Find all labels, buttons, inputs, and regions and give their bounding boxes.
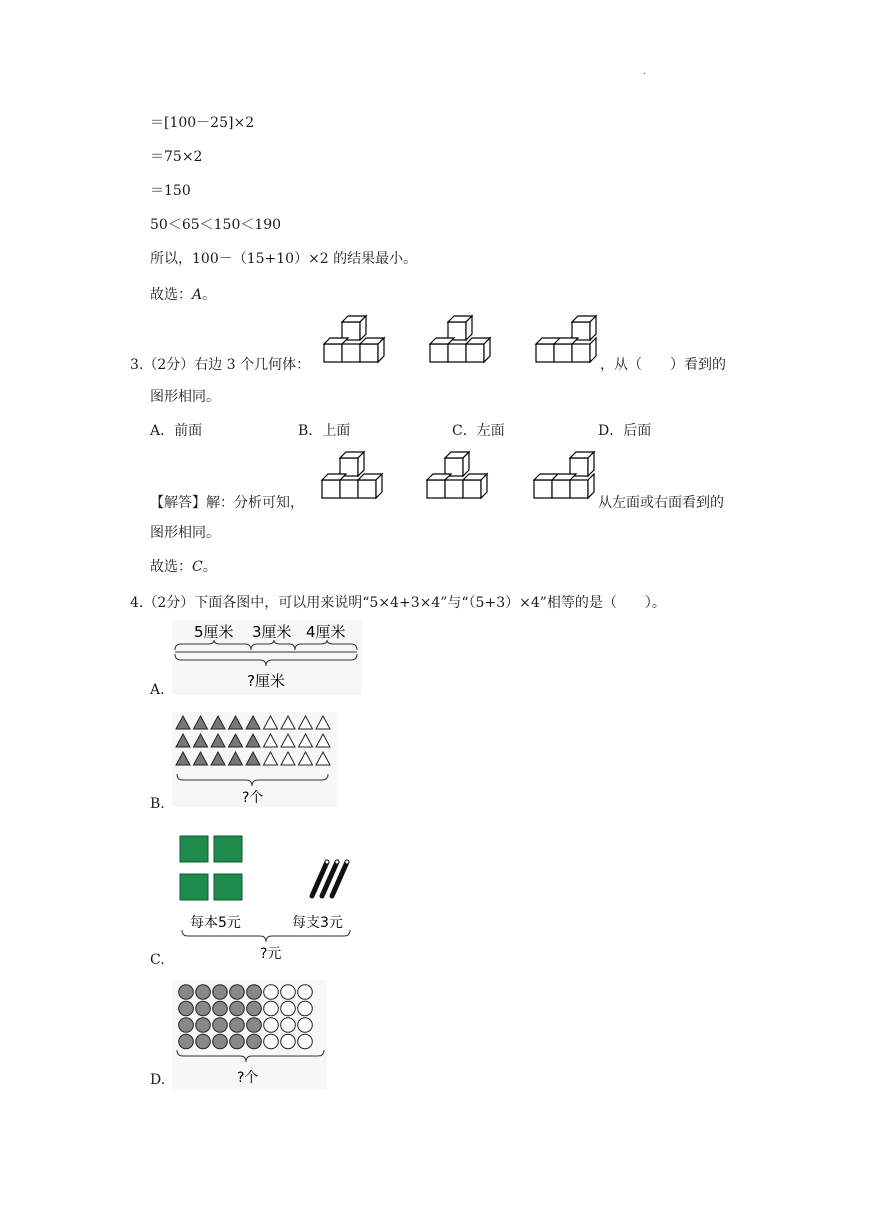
solution-line-4: 50＜65＜150＜190 xyxy=(150,217,282,233)
empty-circle xyxy=(281,1034,296,1049)
filled-circle xyxy=(213,1001,228,1016)
q4-option-d-figure xyxy=(172,980,327,1090)
answer-prefix: 故选： xyxy=(150,287,192,303)
filled-circle xyxy=(179,985,194,1000)
filled-circle xyxy=(247,1018,262,1033)
solution-cube-figure-2 xyxy=(425,450,495,504)
q3-stem-suffix: ，从（ ）看到的 xyxy=(600,357,726,373)
book-icon xyxy=(180,874,208,900)
q3-solution-suffix: 从左面或右面看到的 xyxy=(598,495,724,511)
filled-circle xyxy=(230,1034,245,1049)
total-label: ?个 xyxy=(242,790,264,806)
corner-mark: . xyxy=(643,66,647,77)
filled-circle xyxy=(247,985,262,1000)
filled-circle xyxy=(196,1034,211,1049)
book-price-label: 每本5元 xyxy=(190,915,241,931)
pen-price-label: 每支3元 xyxy=(292,915,343,931)
total-label: ?厘米 xyxy=(247,672,285,690)
filled-circle xyxy=(213,1034,228,1049)
empty-circle xyxy=(264,1001,279,1016)
empty-circle xyxy=(298,1018,313,1033)
solution-cube-figure-3 xyxy=(532,450,602,504)
solution-line-5: 所以，100－（15+10）×2 的结果最小。 xyxy=(150,251,418,267)
q3-stem-prefix: 3.（2分）右边 3 个几何体： xyxy=(130,357,311,373)
book-icon xyxy=(214,874,242,900)
filled-circle xyxy=(247,1001,262,1016)
empty-circle xyxy=(264,985,279,1000)
brace-bottom xyxy=(182,930,350,942)
q4-option-c-label: C. xyxy=(150,952,165,968)
filled-circle xyxy=(196,1018,211,1033)
pens-group xyxy=(312,862,347,896)
filled-circle xyxy=(230,985,245,1000)
answer-end: 。 xyxy=(202,287,217,303)
filled-circle xyxy=(179,1001,194,1016)
filled-circle xyxy=(230,1018,245,1033)
cube-figure-3 xyxy=(534,314,604,368)
total-label: ?元 xyxy=(260,946,282,962)
cube-figure-2 xyxy=(428,314,498,368)
filled-circle xyxy=(196,1001,211,1016)
total-label: ?个 xyxy=(237,1070,259,1086)
answer-prefix: 故选： xyxy=(150,559,192,575)
empty-circle xyxy=(264,1018,279,1033)
empty-circle xyxy=(281,1001,296,1016)
filled-circle xyxy=(179,1018,194,1033)
filled-circle xyxy=(230,1001,245,1016)
q4-option-c-figure xyxy=(172,830,357,965)
q3-option-b: B．上面 xyxy=(298,423,351,439)
filled-circle xyxy=(247,1034,262,1049)
q3-stem-line2: 图形相同。 xyxy=(150,389,220,405)
answer-letter: A xyxy=(192,287,203,303)
filled-circle xyxy=(213,1018,228,1033)
solution-line-1: ＝[100－25]×2 xyxy=(150,115,255,131)
empty-circle xyxy=(298,985,313,1000)
answer-end: 。 xyxy=(202,559,217,575)
answer-letter: C xyxy=(192,559,203,575)
q4-stem: 4.（2分）下面各图中，可以用来说明“5×4+3×4”与“（5+3）×4”相等的是（ ）。 xyxy=(130,595,666,611)
q3-answer-line xyxy=(150,556,217,576)
segment-3-label: 4厘米 xyxy=(306,623,346,641)
empty-circle xyxy=(298,1001,313,1016)
filled-circle xyxy=(179,1034,194,1049)
segment-1-label: 5厘米 xyxy=(194,623,234,641)
q3-option-d: D．后面 xyxy=(598,423,652,439)
q3-option-c: C．左面 xyxy=(452,423,505,439)
filled-circle xyxy=(196,985,211,1000)
solution-cube-figure-1 xyxy=(320,450,390,504)
q4-option-b-figure xyxy=(172,712,337,807)
q3-solution-line2: 图形相同。 xyxy=(150,525,220,541)
empty-circle xyxy=(281,985,296,1000)
filled-circle xyxy=(213,985,228,1000)
q4-option-a-figure xyxy=(172,620,362,695)
books-group xyxy=(180,836,242,900)
answer-line-prev xyxy=(150,284,216,304)
empty-circle xyxy=(281,1018,296,1033)
book-icon xyxy=(214,836,242,862)
q3-option-a: A．前面 xyxy=(150,423,203,439)
solution-line-2: ＝75×2 xyxy=(150,149,203,165)
empty-circle xyxy=(298,1034,313,1049)
cube-figure-1 xyxy=(322,314,392,368)
q4-option-b-label: B. xyxy=(150,796,165,812)
solution-line-3: ＝150 xyxy=(150,183,191,199)
q4-option-a-label: A. xyxy=(150,682,165,698)
book-icon xyxy=(180,836,208,862)
segment-2-label: 3厘米 xyxy=(252,623,292,641)
q4-option-d-label: D. xyxy=(150,1072,166,1088)
empty-circle xyxy=(264,1034,279,1049)
q3-solution-prefix: 【解答】解：分析可知， xyxy=(150,495,304,511)
